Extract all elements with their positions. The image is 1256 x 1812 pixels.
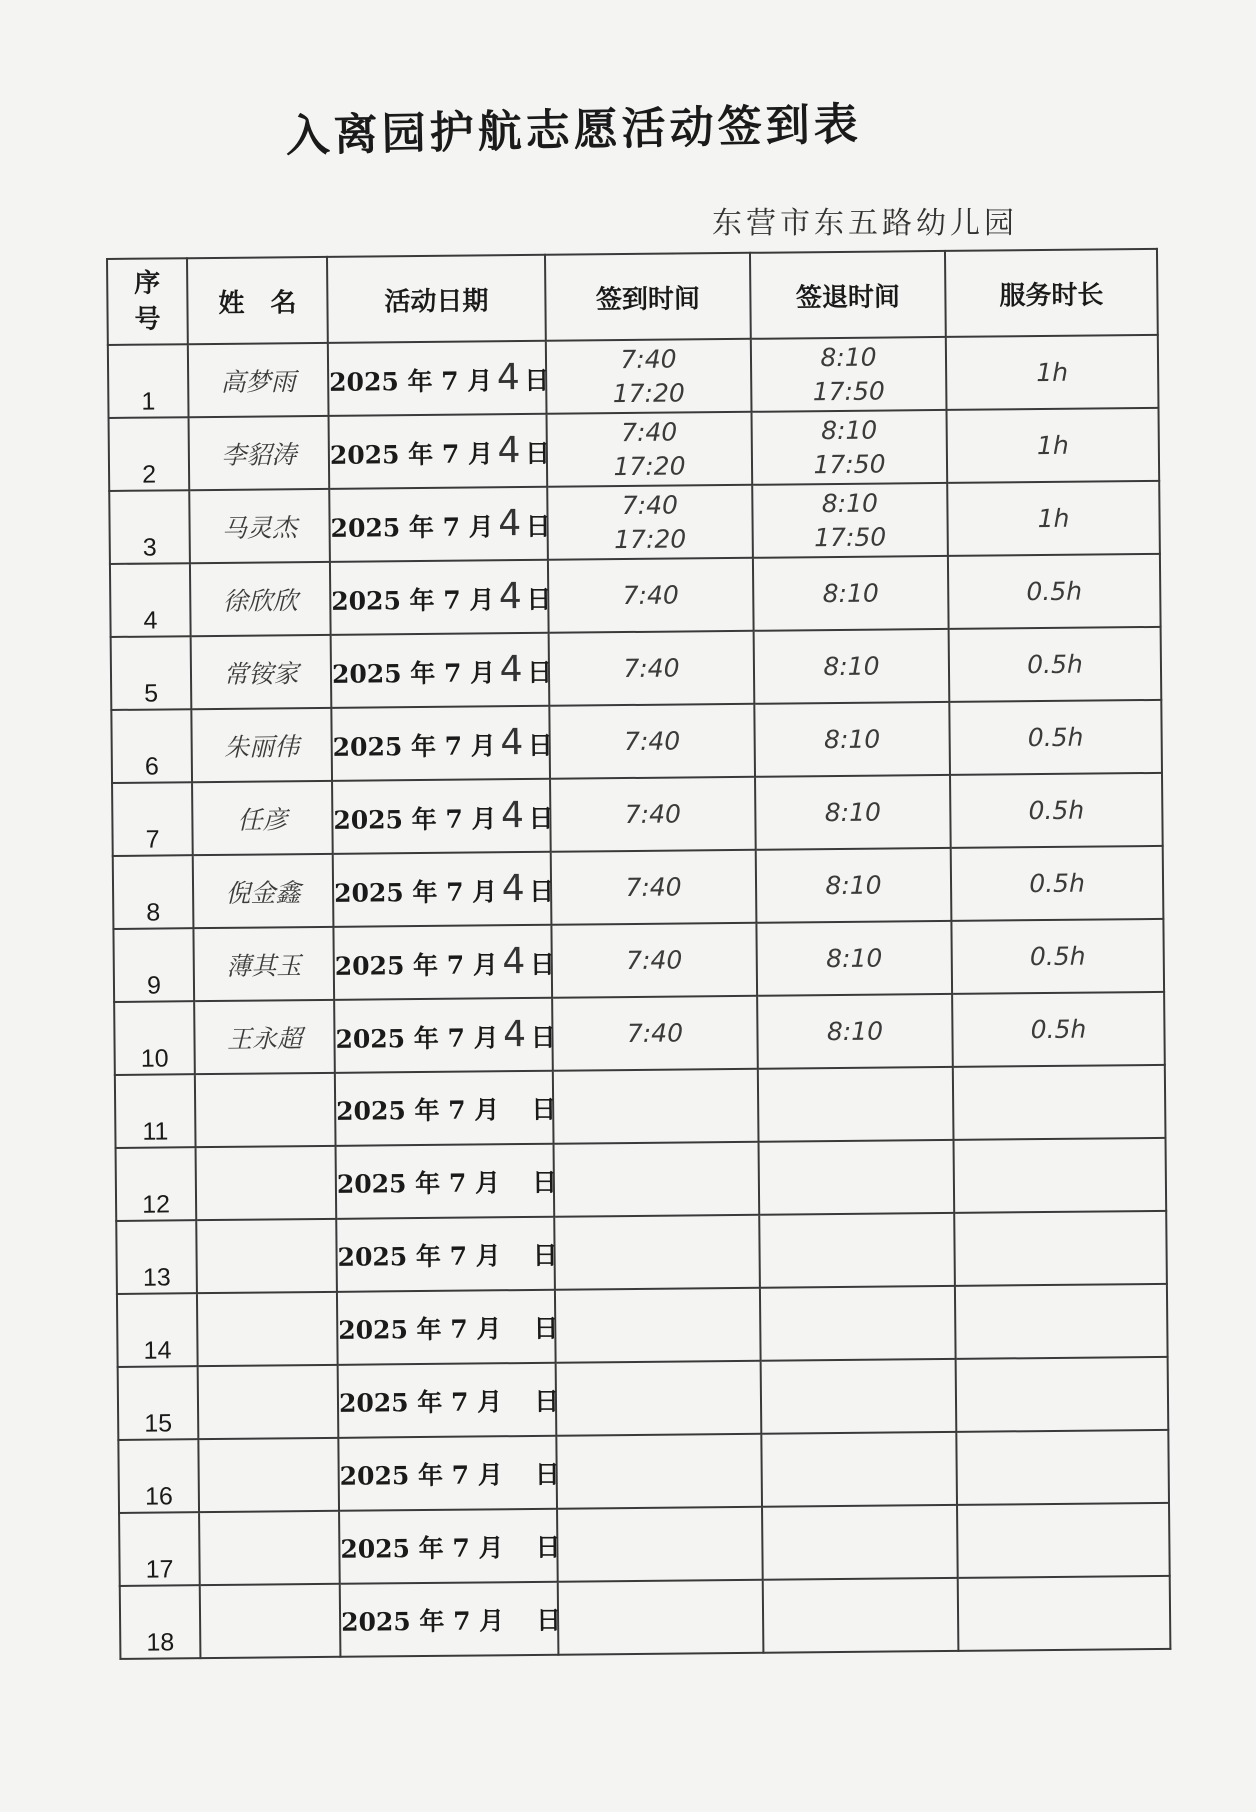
service-duration	[954, 1138, 1167, 1213]
date-month: 7 月	[452, 1605, 505, 1636]
volunteer-name	[195, 1073, 336, 1147]
row-number: 1	[108, 344, 189, 418]
date-day-label: 日	[535, 1532, 561, 1562]
date-day-label: 日	[524, 365, 550, 395]
date-day-label: 日	[531, 1094, 557, 1124]
activity-date	[332, 779, 554, 854]
date-day-label: 日	[533, 1313, 559, 1343]
table-row	[110, 554, 1161, 637]
date-month: 7 月	[450, 1313, 502, 1344]
volunteer-name: 马灵杰	[189, 489, 330, 563]
date-year: 2025 年	[332, 731, 437, 762]
table-row	[111, 627, 1162, 710]
volunteer-name: 李貂涛	[189, 416, 330, 490]
activity-date	[328, 341, 550, 416]
activity-date	[335, 1071, 557, 1146]
volunteer-name	[200, 1584, 341, 1658]
activity-date	[340, 1582, 562, 1657]
service-duration	[954, 1211, 1167, 1286]
service-duration: 0.5h	[949, 627, 1162, 702]
date-day: 4	[502, 1014, 527, 1056]
activity-date	[338, 1436, 560, 1511]
date-month: 7 月	[448, 1167, 501, 1198]
row-number: 18	[120, 1585, 201, 1659]
date-month: 7 月	[441, 366, 493, 396]
activity-date	[331, 706, 553, 781]
service-duration: 0.5h	[949, 700, 1162, 775]
date-month: 7 月	[445, 877, 498, 907]
sign-out-time: 8:10	[826, 943, 883, 973]
activity-date	[330, 560, 552, 635]
date-month: 7 月	[448, 1094, 500, 1125]
sign-in-cell	[556, 1434, 762, 1509]
table-row	[114, 992, 1165, 1075]
header-sign-out: 签退时间	[750, 251, 946, 339]
header-index	[107, 258, 188, 345]
date-day-label: 日	[527, 730, 553, 760]
table-row	[109, 481, 1160, 564]
volunteer-name: 薄其玉	[193, 927, 334, 1001]
date-month: 7 月	[449, 1240, 501, 1271]
row-number: 10	[114, 1001, 195, 1075]
date-day-label: 日	[533, 1386, 560, 1416]
activity-date	[329, 414, 551, 489]
service-duration: 1h	[947, 481, 1160, 556]
sign-in-cell	[549, 704, 755, 779]
volunteer-name	[196, 1146, 337, 1220]
date-month: 7 月	[442, 512, 494, 542]
volunteer-name	[196, 1219, 337, 1293]
sign-out-cell	[752, 410, 948, 485]
activity-date	[339, 1509, 561, 1584]
date-month: 7 月	[441, 439, 494, 469]
date-day-label: 日	[530, 1022, 556, 1052]
date-day-label: 日	[529, 876, 555, 906]
sign-in-cell	[547, 412, 753, 487]
date-year: 2025 年	[338, 1314, 442, 1345]
activity-date	[333, 925, 556, 1000]
row-number: 14	[117, 1293, 198, 1367]
date-day: 4	[499, 649, 523, 691]
service-duration	[955, 1284, 1168, 1359]
sign-out-time: 8:10	[825, 870, 882, 900]
activity-date	[336, 1144, 558, 1219]
header-date: 活动日期	[327, 255, 546, 343]
sign-out-cell	[756, 921, 952, 996]
sign-in-table	[106, 248, 1171, 1660]
sign-out-cell	[763, 1578, 959, 1653]
row-number: 5	[111, 636, 192, 710]
volunteer-name	[198, 1365, 339, 1439]
activity-date	[336, 1217, 558, 1292]
row-number: 17	[119, 1512, 200, 1586]
sign-in-cell	[547, 485, 753, 560]
date-month: 7 月	[452, 1532, 504, 1563]
service-duration: 0.5h	[951, 919, 1164, 994]
sign-in-time: 7:40	[621, 490, 679, 520]
table-row	[115, 1065, 1166, 1148]
activity-date	[329, 487, 551, 562]
date-year: 2025 年	[336, 1168, 441, 1199]
sign-out-cell	[757, 994, 953, 1069]
sign-out-cell	[756, 848, 952, 923]
service-duration	[957, 1503, 1170, 1578]
header-name: 姓 名	[187, 257, 328, 344]
activity-date	[333, 852, 555, 927]
service-duration	[953, 1065, 1166, 1140]
sign-in-time: 7:40	[623, 653, 680, 683]
table-row	[118, 1357, 1169, 1440]
sign-out-cell	[754, 702, 950, 777]
sign-out-cell	[755, 775, 951, 850]
header-index-line1: 序号	[134, 268, 161, 335]
table-row	[119, 1503, 1170, 1586]
volunteer-name: 高梦雨	[188, 343, 329, 417]
date-month: 7 月	[451, 1459, 503, 1490]
activity-date	[334, 998, 556, 1073]
date-month: 7 月	[450, 1386, 503, 1417]
date-day: 4	[500, 795, 525, 837]
table-row	[112, 773, 1163, 856]
date-year: 2025 年	[331, 658, 436, 689]
sign-out-time: 8:10	[820, 342, 877, 372]
sign-in-time: 7:40	[626, 1017, 684, 1048]
date-day-label: 日	[531, 1167, 558, 1197]
sign-in-time: 17:20	[614, 523, 687, 554]
sign-in-time: 7:40	[620, 344, 677, 374]
date-year: 2025 年	[340, 1533, 444, 1564]
volunteer-name: 王永超	[194, 1000, 335, 1074]
date-year: 2025 年	[333, 877, 438, 908]
table-row	[108, 335, 1159, 418]
table-header-row	[107, 249, 1158, 345]
sign-out-cell	[759, 1140, 955, 1215]
table-row	[111, 700, 1162, 783]
sign-out-cell	[753, 556, 949, 631]
sign-in-time: 7:40	[622, 580, 679, 610]
sign-out-cell	[761, 1359, 957, 1434]
sign-in-time: 7:40	[626, 945, 683, 975]
date-month: 7 月	[446, 950, 499, 980]
date-year: 2025 年	[335, 1023, 439, 1054]
sign-out-cell	[762, 1505, 958, 1580]
date-day-label: 日	[526, 584, 552, 614]
sign-in-cell	[551, 850, 757, 925]
service-duration: 0.5h	[951, 846, 1164, 921]
sign-out-time: 8:10	[823, 724, 881, 754]
sign-out-time: 17:50	[813, 449, 886, 479]
sign-out-cell	[759, 1213, 955, 1288]
date-year: 2025 年	[330, 512, 435, 543]
service-duration: 0.5h	[948, 554, 1161, 629]
service-duration: 1h	[946, 335, 1159, 410]
sign-out-time: 8:10	[826, 1016, 884, 1046]
date-day-label: 日	[529, 949, 556, 979]
date-year: 2025 年	[339, 1460, 444, 1491]
date-day-label: 日	[532, 1240, 558, 1270]
activity-date	[337, 1290, 559, 1365]
sign-out-cell	[751, 337, 947, 412]
row-number: 4	[110, 563, 191, 637]
sign-out-cell	[761, 1432, 957, 1507]
row-number: 15	[118, 1366, 199, 1440]
row-number: 6	[111, 709, 192, 783]
date-day: 4	[502, 941, 526, 983]
date-year: 2025 年	[329, 439, 434, 470]
activity-date	[331, 633, 553, 708]
volunteer-name: 任彦	[192, 781, 333, 855]
sign-in-cell	[553, 1069, 759, 1144]
table-row	[120, 1576, 1171, 1659]
sign-in-time: 7:40	[620, 417, 678, 447]
row-number: 8	[113, 855, 194, 929]
row-number: 12	[116, 1147, 197, 1221]
row-number: 2	[109, 417, 190, 491]
sign-out-time: 8:10	[823, 651, 880, 681]
sign-in-cell	[557, 1507, 763, 1582]
sign-in-cell	[558, 1580, 764, 1655]
sign-in-time: 17:20	[612, 377, 685, 408]
date-month: 7 月	[443, 658, 496, 688]
date-day: 4	[498, 576, 523, 618]
sign-in-cell	[551, 923, 757, 998]
document-title: 入离园护航志愿活动签到表	[285, 98, 863, 162]
date-day-label: 日	[526, 657, 553, 687]
date-month: 7 月	[445, 804, 497, 834]
date-day: 4	[497, 430, 521, 472]
date-day: 4	[500, 722, 524, 764]
table-row	[109, 408, 1160, 491]
date-day-label: 日	[528, 803, 554, 833]
volunteer-name	[199, 1511, 340, 1585]
sign-out-time: 17:50	[812, 376, 885, 406]
date-month: 7 月	[444, 731, 496, 761]
date-day-label: 日	[536, 1605, 562, 1635]
date-day-label: 日	[525, 511, 551, 541]
sign-in-time: 17:20	[613, 450, 686, 481]
date-day: 4	[496, 357, 520, 399]
date-year: 2025 年	[336, 1095, 440, 1126]
service-duration: 0.5h	[952, 992, 1165, 1067]
service-duration: 1h	[946, 408, 1159, 483]
sign-out-time: 8:10	[820, 415, 878, 445]
volunteer-name: 倪金鑫	[193, 854, 334, 928]
date-day-label: 日	[524, 438, 551, 468]
volunteer-name: 朱丽伟	[191, 708, 332, 782]
table-row	[113, 846, 1164, 929]
table-row	[116, 1211, 1167, 1294]
sign-in-cell	[556, 1361, 762, 1436]
sign-in-time: 7:40	[624, 799, 682, 829]
date-year: 2025 年	[334, 950, 439, 981]
row-number: 13	[116, 1220, 197, 1294]
volunteer-name	[198, 1438, 339, 1512]
date-day: 4	[501, 868, 525, 910]
row-number: 3	[109, 490, 190, 564]
organization-name: 东营市东五路幼儿园	[712, 206, 1018, 241]
sign-out-time: 8:10	[821, 488, 879, 518]
sign-out-time: 8:10	[824, 797, 882, 827]
date-year: 2025 年	[329, 366, 433, 397]
date-year: 2025 年	[331, 585, 435, 616]
date-year: 2025 年	[333, 804, 437, 835]
sign-out-cell	[752, 483, 948, 558]
sign-in-cell	[546, 339, 752, 414]
row-number: 11	[115, 1074, 196, 1148]
service-duration	[956, 1430, 1169, 1505]
sign-in-cell	[552, 996, 758, 1071]
date-year: 2025 年	[337, 1241, 442, 1272]
volunteer-name: 徐欣欣	[190, 562, 331, 636]
volunteer-name: 常铵家	[191, 635, 332, 709]
table-row	[117, 1284, 1168, 1367]
sign-out-cell	[760, 1286, 956, 1361]
sign-in-time: 7:40	[623, 726, 681, 756]
table-row	[113, 919, 1164, 1002]
sign-out-cell	[754, 629, 950, 704]
date-year: 2025 年	[338, 1387, 443, 1418]
sign-in-cell	[550, 777, 756, 852]
sign-in-time: 7:40	[625, 872, 682, 902]
date-month: 7 月	[447, 1023, 499, 1053]
table-body	[108, 335, 1171, 1659]
sign-in-cell	[554, 1215, 760, 1290]
service-duration: 0.5h	[950, 773, 1163, 848]
sign-in-cell	[549, 631, 755, 706]
volunteer-name	[197, 1292, 338, 1366]
sign-in-cell	[548, 558, 754, 633]
date-day-label: 日	[534, 1459, 560, 1489]
sign-out-cell	[758, 1067, 954, 1142]
date-year: 2025 年	[340, 1606, 445, 1637]
header-duration: 服务时长	[945, 249, 1158, 337]
service-duration	[956, 1357, 1169, 1432]
date-day: 4	[498, 503, 522, 545]
activity-date	[338, 1363, 560, 1438]
table-row	[116, 1138, 1167, 1221]
date-month: 7 月	[443, 585, 495, 615]
service-duration	[958, 1576, 1171, 1651]
sign-out-time: 17:50	[814, 522, 887, 552]
row-number: 7	[112, 782, 193, 856]
header-sign-in: 签到时间	[545, 253, 751, 341]
sign-in-cell	[554, 1142, 760, 1217]
sign-in-cell	[555, 1288, 761, 1363]
row-number: 9	[113, 928, 194, 1002]
table-row	[118, 1430, 1169, 1513]
sign-out-time: 8:10	[822, 578, 879, 608]
row-number: 16	[118, 1439, 199, 1513]
